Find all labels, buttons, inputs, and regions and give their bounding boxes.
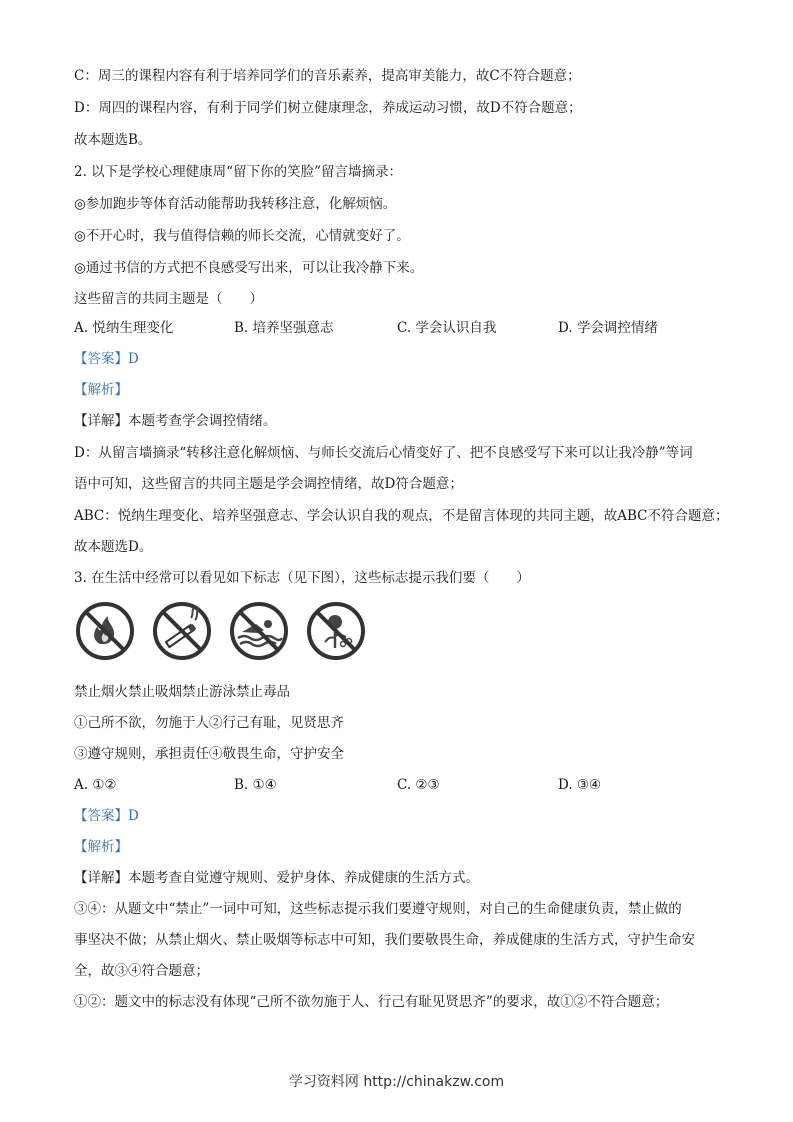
text-line: 【详解】本题考查学会调控情绪。 — [74, 413, 277, 429]
text-line: 【详解】本题考查自觉遵守规则、爱护身体、养成健康的生活方式。 — [74, 870, 479, 886]
text-line: 故本题选B。 — [74, 132, 152, 148]
text-line: 全，故③④符合题意； — [74, 963, 209, 979]
no-fire-sign-icon — [74, 600, 136, 662]
analysis-label: 【解析】 — [74, 839, 128, 855]
analysis-label: 【解析】 — [74, 382, 128, 398]
option-a: A. 悦纳生理变化 — [74, 320, 174, 336]
option-b: B. ①④ — [234, 777, 277, 793]
question-2-options — [74, 319, 724, 337]
question-3-title: 3. 在生活中经常可以看见如下标志（见下图），这些标志提示我们要（ ） — [74, 570, 530, 586]
answer-label: 【答案】D — [74, 351, 139, 367]
option-a: A. ①② — [74, 777, 117, 793]
text-line: D：周四的课程内容，有利于同学们树立健康理念，养成运动习惯，故D不符合题意； — [74, 100, 582, 116]
question-2-stem: 这些留言的共同主题是（ ） — [74, 291, 263, 307]
signs-caption: 禁止烟火禁止吸烟禁止游泳禁止毒品 — [74, 684, 290, 700]
footer-watermark: 学习资料网 http://chinakzw.com — [288, 1074, 505, 1090]
text-line: ◎参加跑步等体育活动能帮助我转移注意，化解烦恼。 — [74, 196, 397, 212]
option-c: C. 学会认识自我 — [397, 320, 497, 336]
statement-line: ①己所不欲，勿施于人②行己有耻，见贤思齐 — [74, 715, 344, 731]
no-smoking-sign-icon — [151, 600, 213, 662]
text-line: ①②：题文中的标志没有体现“己所不欲勿施于人、行己有耻见贤思齐”的要求，故①②不符合题意； — [74, 994, 669, 1010]
text-line: 事坚决不做；从禁止烟火、禁止吸烟等标志中可知，我们要敬畏生命，养成健康的生活方式，守护生命安 — [74, 932, 695, 948]
option-d: D. 学会调控情绪 — [558, 320, 658, 336]
answer-label: 【答案】D — [74, 808, 139, 824]
text-line: ③④：从题文中“禁止”一词中可知，这些标志提示我们要遵守规则，对自己的生命健康负责，禁止做的 — [74, 901, 682, 917]
text-line: D：从留言墙摘录“转移注意化解烦恼、与师长交流后心情变好了、把不良感受写下来可以让我冷静”等词 — [74, 445, 693, 461]
no-swimming-sign-icon — [228, 600, 290, 662]
no-drugs-sign-icon — [305, 600, 367, 662]
text-line: 语中可知，这些留言的共同主题是学会调控情绪，故D符合题意； — [74, 476, 463, 492]
text-line: ◎通过书信的方式把不良感受写出来，可以让我冷静下来。 — [74, 260, 424, 276]
text-line: ABC：悦纳生理变化、培养坚强意志、学会认识自我的观点，不是留言体现的共同主题，故ABC不符合题意； — [74, 508, 729, 524]
option-c: C. ②③ — [397, 777, 440, 793]
prohibition-signs — [74, 600, 374, 668]
question-2-title: 2. 以下是学校心理健康周“留下你的笑脸”留言墙摘录： — [74, 164, 402, 180]
statement-line: ③遵守规则，承担责任④敬畏生命，守护安全 — [74, 746, 344, 762]
text-line: C：周三的课程内容有利于培养同学们的音乐素养，提高审美能力，故C不符合题意； — [74, 68, 581, 84]
text-line: 故本题选D。 — [74, 539, 153, 555]
text-line: ◎不开心时，我与值得信赖的师长交流，心情就变好了。 — [74, 228, 410, 244]
option-d: D. ③④ — [558, 777, 602, 793]
option-b: B. 培养坚强意志 — [234, 320, 334, 336]
question-3-options — [74, 776, 724, 794]
